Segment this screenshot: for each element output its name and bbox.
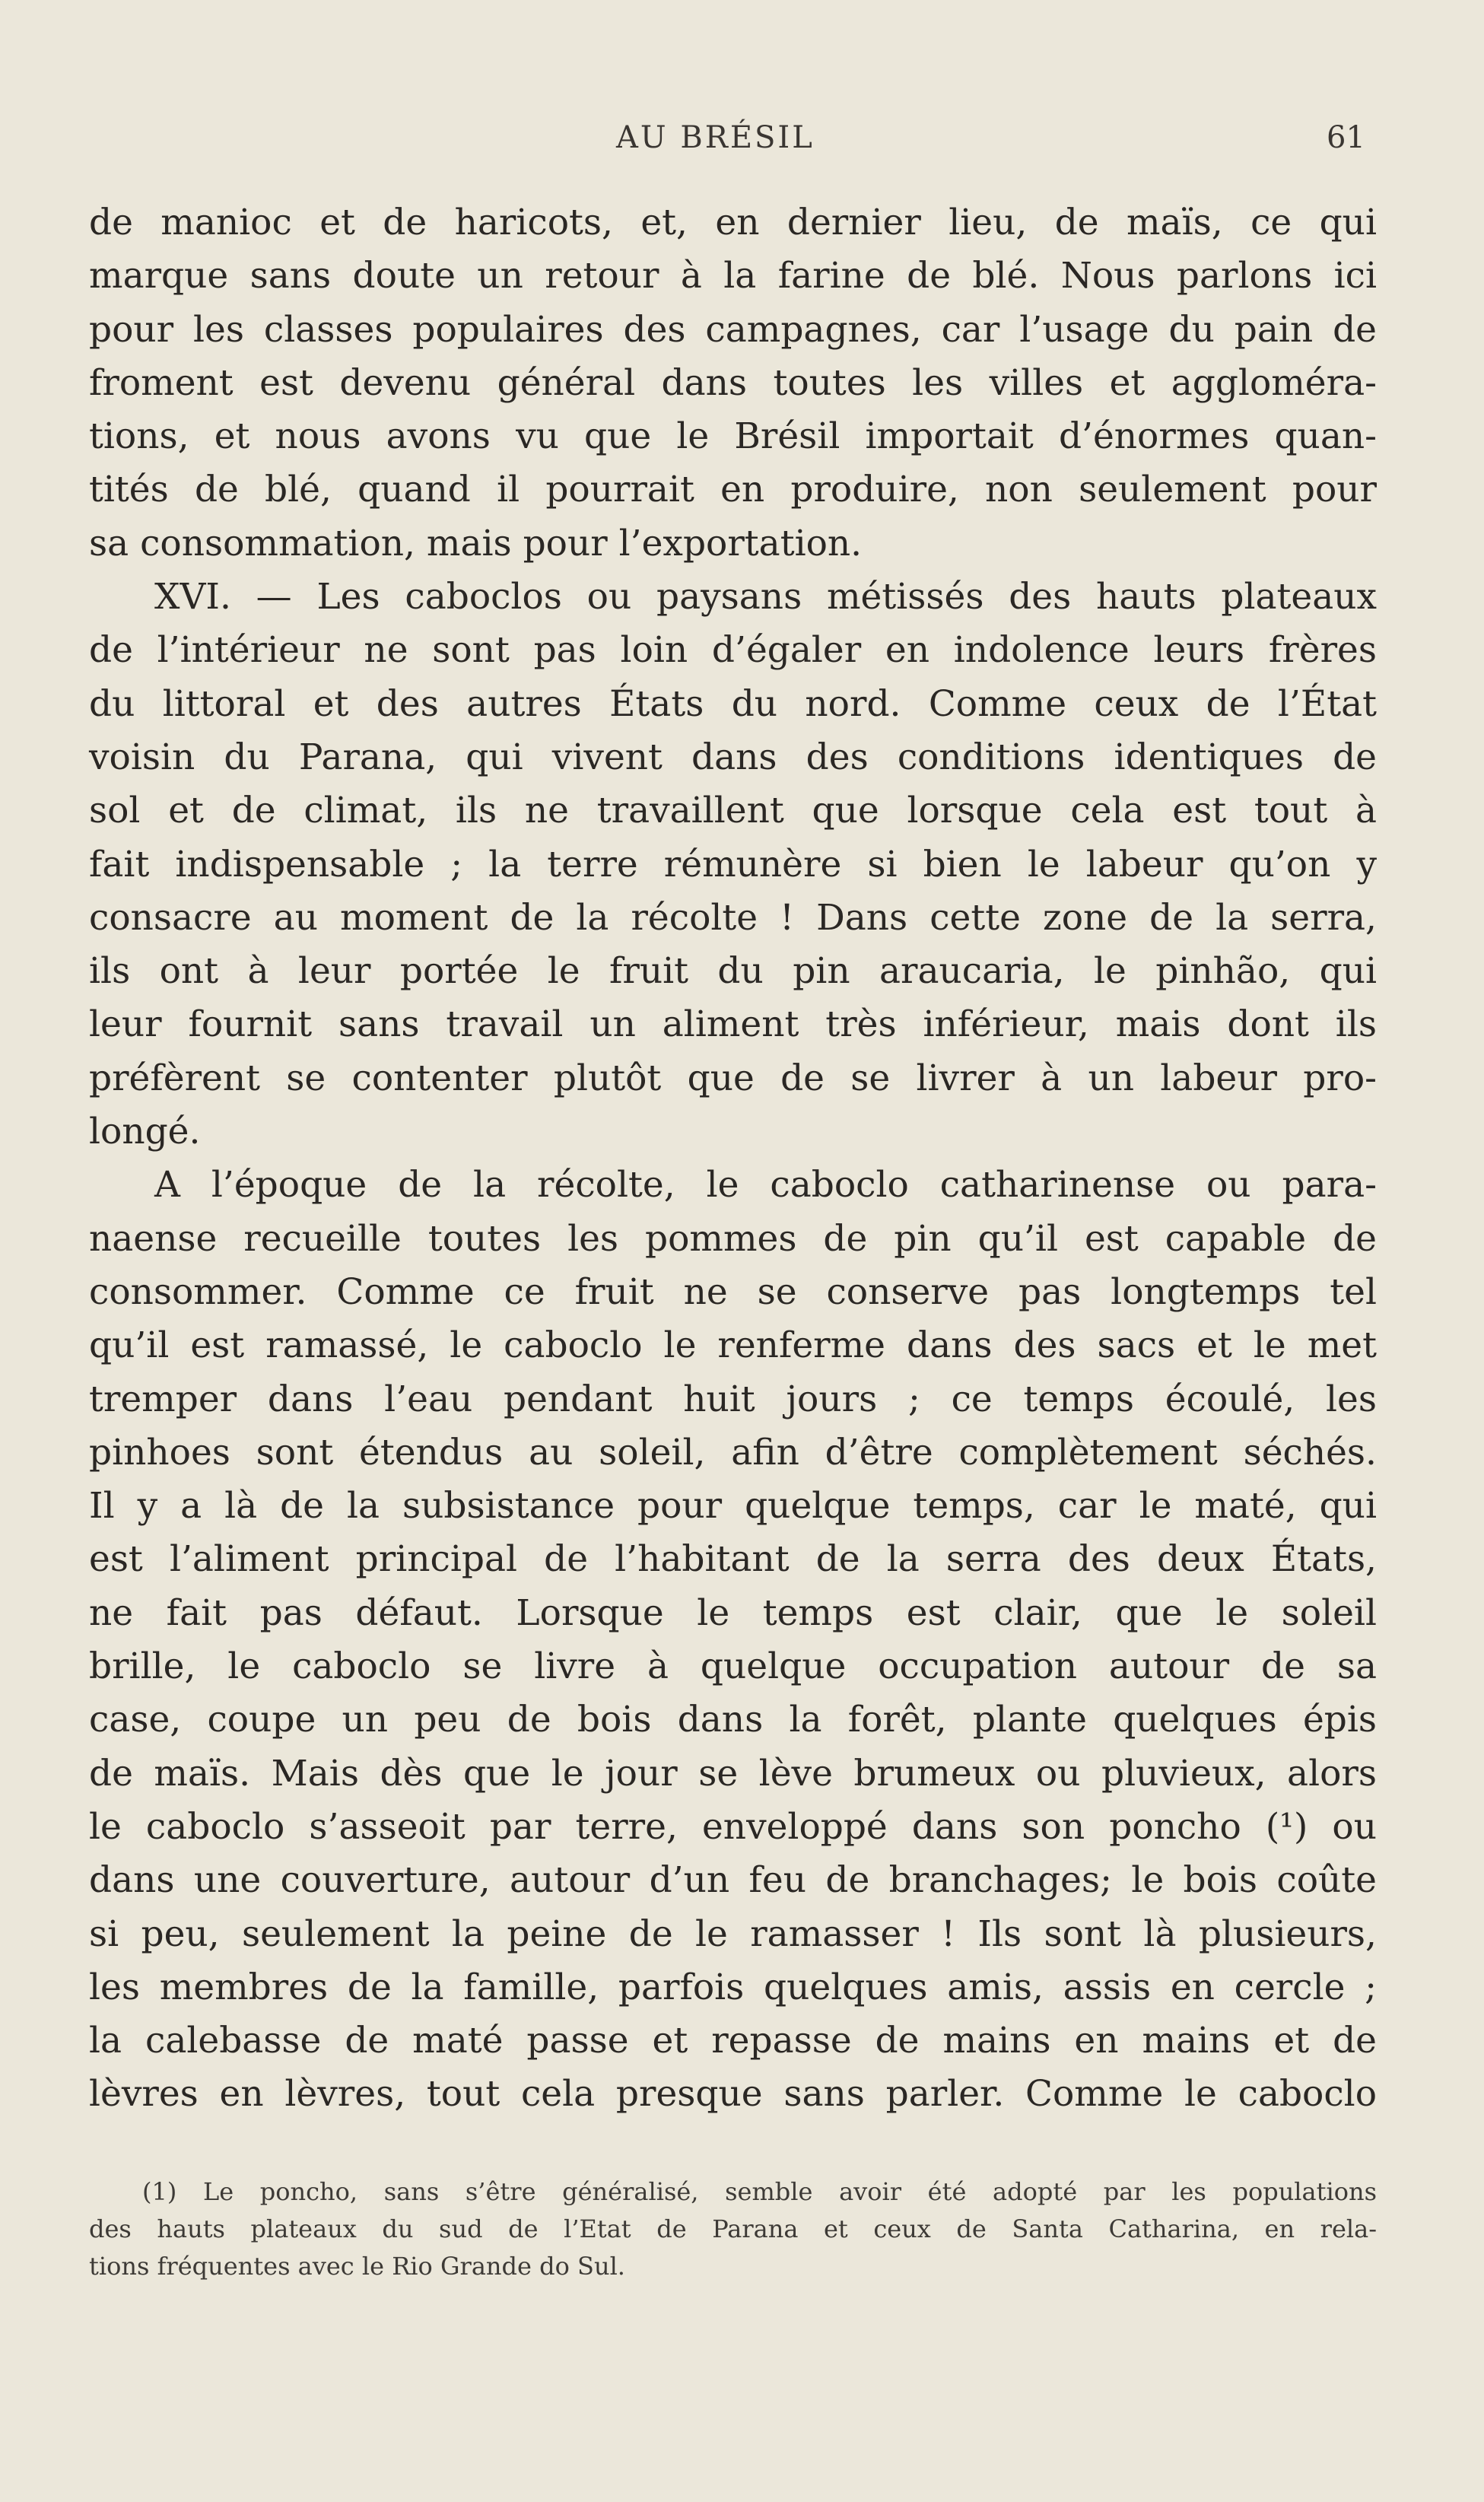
text-line: marque sans doute un retour à la farine de blé. Nous parlons ici [89,255,1377,297]
text-line: pour les classes populaires des campagnes, car l’usage du pain de [89,308,1377,351]
text-line: voisin du Parana, qui vivent dans des conditions identiques de [89,736,1377,778]
text-line: case, coupe un peu de bois dans la forêt, plante quelques épis [89,1699,1377,1741]
text-line: sa consommation, mais pour l’exportation. [89,522,863,564]
text-line: tions, et nous avons vu que le Brésil importait d’énormes quan- [89,415,1377,458]
text-line: longé. [89,1111,201,1153]
text-line: qu’il est ramassé, le caboclo le renferme dans des sacs et le met [89,1324,1377,1367]
text-line: de l’intérieur ne sont pas loin d’égaler en indolence leurs frères [89,629,1377,672]
section-heading-line: XVI. — Les caboclos ou paysans métissés des hauts plateaux [154,576,1377,618]
text-line: ne fait pas défaut. Lorsque le temps est clair, que le soleil [89,1591,1377,1634]
text-line: les membres de la famille, parfois quelques amis, assis en cercle ; [89,1966,1377,2008]
footnote-line: (1) Le poncho, sans s’être généralisé, semble avoir été adopté par les populations [142,2177,1377,2206]
page-header [0,120,1484,166]
text-line: le caboclo s’asseoit par terre, enveloppé dans son poncho (¹) ou [89,1805,1377,1848]
text-line: leur fournit sans travail un aliment très inférieur, mais dont ils [89,1003,1377,1046]
text-line: froment est devenu général dans toutes les villes et aggloméra- [89,361,1377,404]
text-line: du littoral et des autres États du nord. Comme ceux de l’État [89,682,1377,725]
text-line: de manioc et de haricots, et, en dernier lieu, de maïs, ce qui [89,202,1377,243]
text-line: ils ont à leur portée le fruit du pin araucaria, le pinhão, qui [89,950,1377,993]
text-line: est l’aliment principal de l’habitant de la serra des deux États, [89,1538,1377,1581]
text-line: brille, le caboclo se livre à quelque occupation autour de sa [89,1645,1377,1688]
text-line: sol et de climat, ils ne travaillent que lorsque cela est tout à [89,790,1377,832]
text-line: tremper dans l’eau pendant huit jours ; ce temps écoulé, les [89,1378,1377,1420]
text-line: de maïs. Mais dès que le jour se lève brumeux ou pluvieux, alors [89,1752,1377,1795]
text-line: lèvres en lèvres, tout cela presque sans parler. Comme le caboclo [89,2073,1377,2116]
text-line: dans une couverture, autour d’un feu de branchages; le bois coûte [89,1859,1377,1902]
text-line: Il y a là de la subsistance pour quelque temps, car le maté, qui [89,1485,1377,1528]
footnote-line: tions fréquentes avec le Rio Grande do Sul. [89,2252,625,2281]
text-line: si peu, seulement la peine de le ramasser ! Ils sont là plusieurs, [89,1912,1377,1955]
text-line: la calebasse de maté passe et repasse de mains en mains et de [89,2020,1377,2062]
running-title: AU BRÉSIL [616,120,815,155]
text-line: pinhoes sont étendus au soleil, afin d’être complètement séchés. [89,1431,1377,1474]
text-line: tités de blé, quand il pourrait en produire, non seulement pour [89,469,1377,511]
text-line: fait indispensable ; la terre rémunère si bien le labeur qu’on y [89,843,1377,885]
text-line: consacre au moment de la récolte ! Dans cette zone de la serra, [89,896,1377,939]
text-line: consommer. Comme ce fruit ne se conserve pas longtemps tel [89,1270,1377,1313]
paragraph-start-line: A l’époque de la récolte, le caboclo catharinense ou para- [154,1164,1377,1206]
footnote [89,2173,1377,2285]
footnote-line: des hauts plateaux du sud de l’Etat de Parana et ceux de Santa Catharina, en rela- [89,2214,1377,2243]
text-line: préfèrent se contenter plutôt que de se livrer à un labeur pro- [89,1057,1377,1099]
body-text [89,196,1377,2122]
text-line: naense recueille toutes les pommes de pin qu’il est capable de [89,1217,1377,1260]
page-number: 61 [1327,120,1365,155]
